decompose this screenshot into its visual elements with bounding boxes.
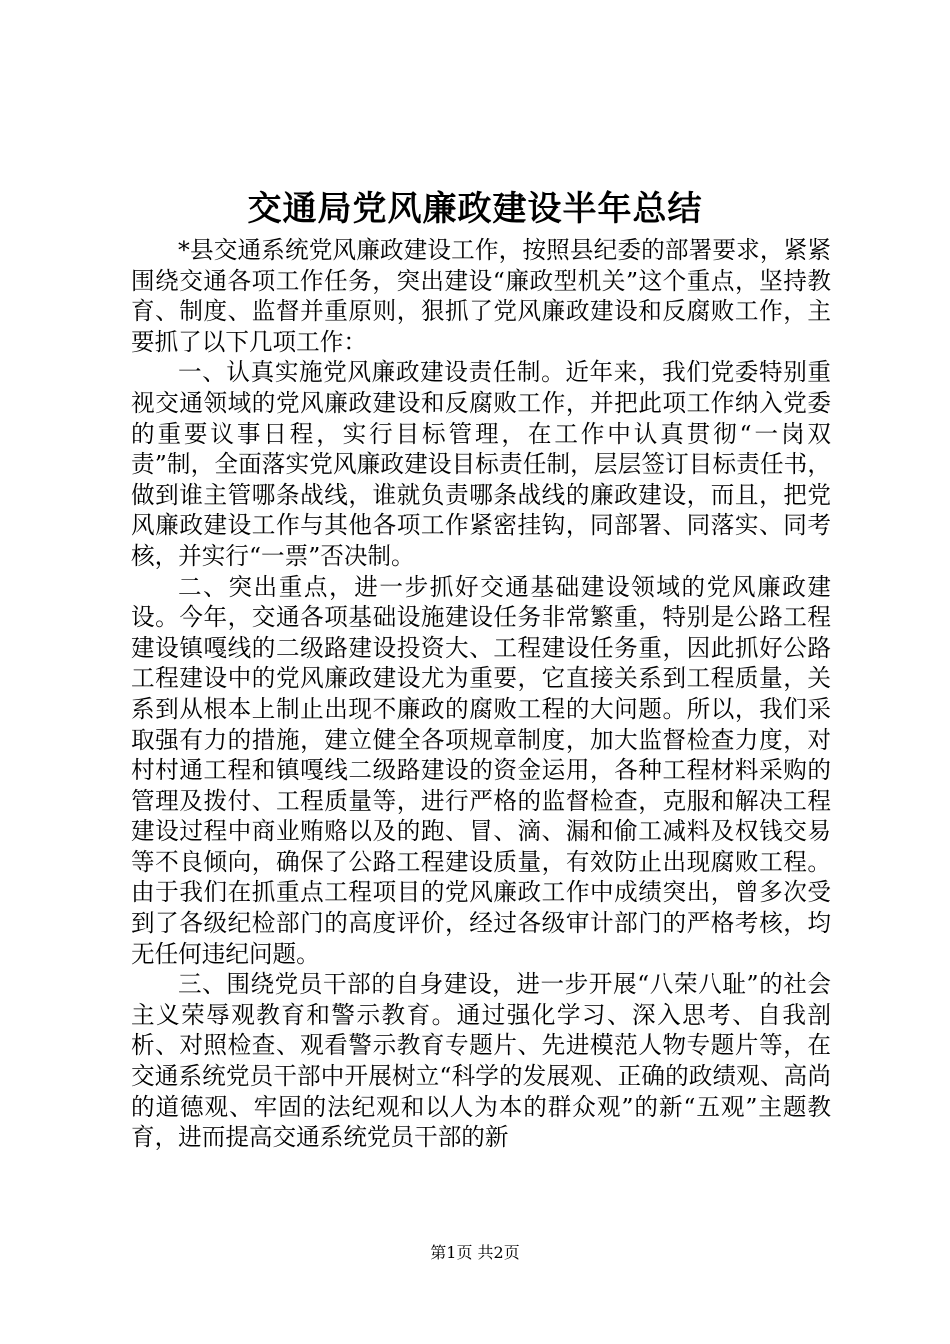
paragraph-section-1: 一、认真实施党风廉政建设责任制。近年来，我们党委特别重视交通领域的党风廉政建设和反腐败工作，并把此项工作纳入党委的重要议事日程，实行目标管理，在工作中认真贯彻“一岗双责”制，全面落实党风廉政建设目标责任制，层层签订目标责任书，做到谁主管哪条战线，谁就负责哪条战线的廉政建设，而且，把党风廉政建设工作与其他各项工作紧密挂钩，同部署、同落实、同考核，并实行“一票”否决制。: [131, 358, 831, 570]
document-body: [131, 235, 831, 1153]
paragraph-section-2: 二、突出重点，进一步抓好交通基础建设领域的党风廉政建设。今年，交通各项基础设施建设任务非常繁重，特别是公路工程建设镇嘎线的二级路建设投资大、工程建设任务重，因此抓好公路工程建设中的党风廉政建设尤为重要，它直接关系到工程质量，关系到从根本上制止出现不廉政的腐败工程的大问题。所以，我们采取强有力的措施，建立健全各项规章制度，加大监督检查力度，对村村通工程和镇嘎线二级路建设的资金运用，各种工程材料采购的管理及拨付、工程质量等，进行严格的监督检查，克服和解决工程建设过程中商业贿赂以及的跑、冒、滴、漏和偷工减料及权钱交易等不良倾向，确保了公路工程建设质量，有效防止出现腐败工程。由于我们在抓重点工程项目的党风廉政工作中成绩突出，曾多次受到了各级纪检部门的高度评价，经过各级审计部门的严格考核，均无任何违纪问题。: [131, 572, 831, 968]
page-number-footer: 第1页 共2页: [430, 1243, 520, 1262]
document-title: 交通局党风廉政建设半年总结: [247, 189, 703, 229]
paragraph-section-3: 三、围绕党员干部的自身建设，进一步开展“八荣八耻”的社会主义荣辱观教育和警示教育。通过强化学习、深入思考、自我剖析、对照检查、观看警示教育专题片、先进模范人物专题片等，在交通系统党员干部中开展树立“科学的发展观、正确的政绩观、高尚的道德观、牢固的法纪观和以人为本的群众观”的新“五观”主题教育，进而提高交通系统党员干部的新: [131, 970, 831, 1152]
paragraph-intro: *县交通系统党风廉政建设工作，按照县纪委的部署要求，紧紧围绕交通各项工作任务，突出建设“廉政型机关”这个重点，坚持教育、制度、监督并重原则，狠抓了党风廉政建设和反腐败工作，主要抓了以下几项工作：: [131, 236, 831, 356]
